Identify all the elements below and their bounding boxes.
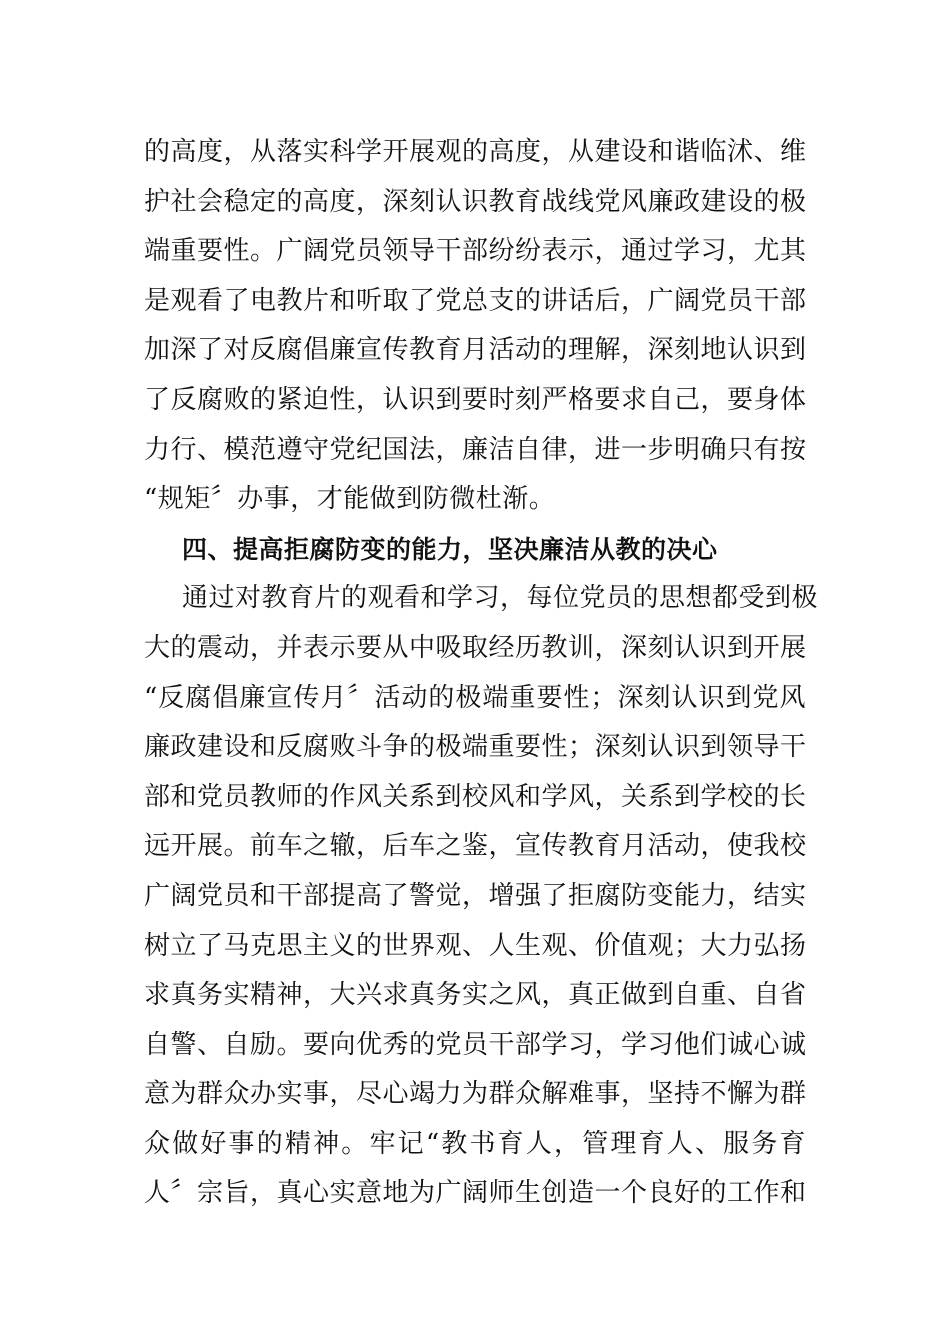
paragraph-line: 力行、模范遵守党纪国法，廉洁自律，进一步明确只有按	[144, 434, 807, 465]
paragraph-line: 远开展。前车之辙，后车之鉴，宣传教育月活动，使我校	[144, 831, 807, 862]
paragraph-line: 护社会稳定的高度，深刻认识教育战线党风廉政建设的极	[144, 186, 807, 217]
paragraph-2	[144, 574, 819, 1219]
paragraph-line: 是观看了电教片和听取了党总支的讲话后，广阔党员干部	[144, 285, 807, 316]
paragraph-line: 人〞宗旨，真心实意地为广阔师生创造一个良好的工作和	[144, 1178, 807, 1209]
paragraph-line: 的高度，从落实科学开展观的高度，从建设和谐临沭、维	[144, 137, 807, 167]
paragraph-line: 广阔党员和干部提高了警觉，增强了拒腐防变能力，结实	[144, 880, 807, 911]
paragraph-line: 意为群众办实事，尽心竭力为群众解难事，坚持不懈为群	[144, 1079, 807, 1110]
paragraph-line: 众做好事的精神。牢记“教书育人，管理育人、服务育	[144, 1128, 806, 1159]
paragraph-line: 求真务实精神，大兴求真务实之风，真正做到自重、自省	[144, 980, 807, 1011]
paragraph-line: 树立了马克思主义的世界观、人生观、价值观；大力弘扬	[144, 930, 807, 961]
paragraph-line: “反腐倡廉宣传月〞活动的极端重要性；深刻认识到党风	[144, 682, 806, 713]
paragraph-line: 了反腐败的紧迫性，认识到要时刻严格要求自己，要身体	[144, 384, 807, 415]
paragraph-line: 廉政建设和反腐败斗争的极端重要性；深刻认识到领导干	[144, 732, 807, 763]
paragraph-line: “规矩〞办事，才能做到防微杜渐。	[144, 484, 556, 515]
paragraph-1	[144, 128, 806, 525]
paragraph-line: 端重要性。广阔党员领导干部纷纷表示，通过学习，尤其	[144, 236, 807, 267]
document-body	[144, 128, 819, 1219]
paragraph-line: 自警、自励。要向优秀的党员干部学习，学习他们诚心诚	[144, 1029, 807, 1060]
paragraph-line: 通过对教育片的观看和学习，每位党员的思想都受到极	[182, 583, 819, 614]
paragraph-line: 大的震动，并表示要从中吸取经历教训，深刻认识到开展	[144, 632, 807, 663]
paragraph-line: 加深了对反腐倡廉宣传教育月活动的理解，深刻地认识到	[144, 335, 807, 366]
section-heading: 四、提高拒腐防变的能力，坚决廉洁从教的决心	[182, 534, 718, 564]
paragraph-line: 部和党员教师的作风关系到校风和学风，关系到学校的长	[144, 781, 807, 812]
